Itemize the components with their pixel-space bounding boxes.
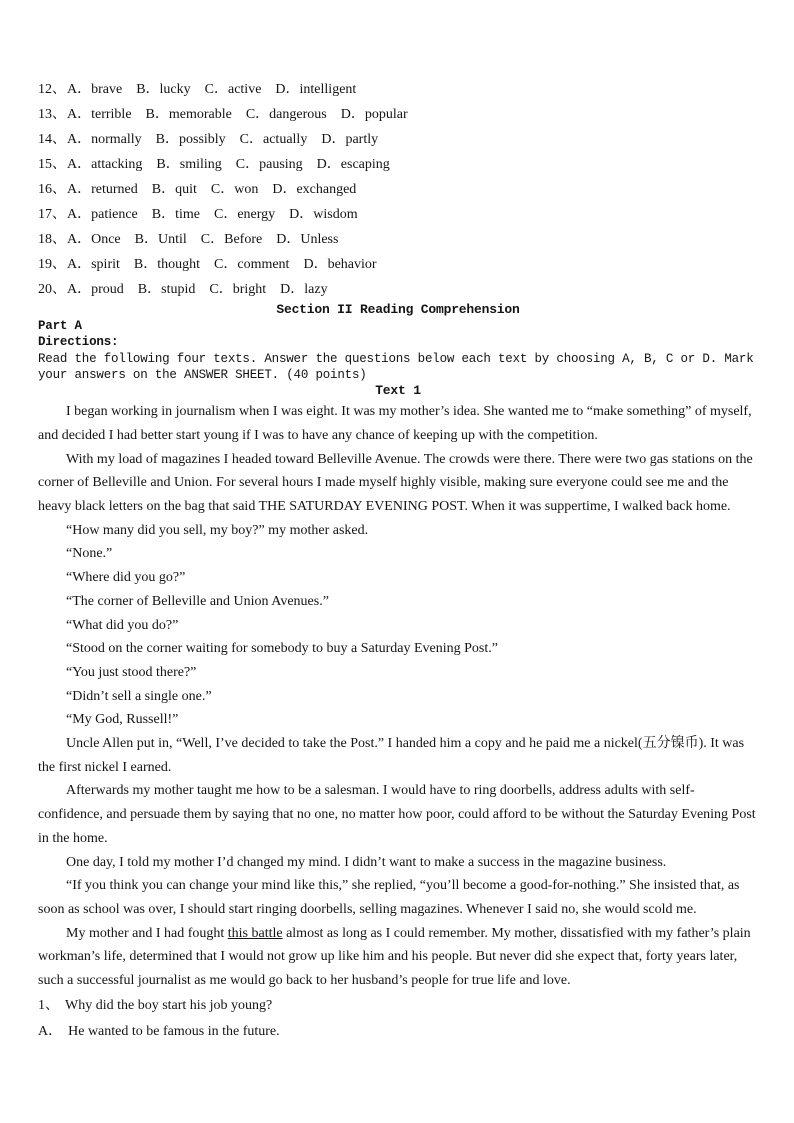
passage-paragraph: “Where did you go?” (66, 570, 186, 586)
cloze-question-row (38, 277, 758, 302)
option-d: D．behavior (303, 257, 377, 272)
option-b: B．smiling (156, 157, 222, 172)
option-a: A．Once (67, 232, 121, 247)
option-b: B．memorable (145, 107, 232, 122)
option-b: B．lucky (136, 82, 191, 97)
passage-paragraph (38, 922, 758, 993)
passage-paragraph: “What did you do?” (66, 617, 179, 633)
option-c: C．won (210, 182, 259, 197)
option-b: B．thought (133, 257, 201, 272)
option-c: C．pausing (235, 157, 303, 172)
option-b: B．possibly (155, 132, 226, 147)
question-1-number: 1、 (38, 997, 59, 1013)
option-d: D．partly (321, 132, 379, 147)
option-a: A．normally (67, 132, 142, 147)
option-b: B．stupid (137, 282, 196, 297)
cloze-options-list (38, 77, 758, 302)
option-b: B．quit (151, 182, 197, 197)
passage-paragraph: “Stood on the corner waiting for somebody to buy a Saturday Evening Post.” (66, 641, 498, 657)
option-d: D．wisdom (289, 207, 358, 222)
option-a: A．returned (67, 182, 138, 197)
section-title: Section II Reading Comprehension (276, 302, 520, 317)
cloze-question-row (38, 152, 758, 177)
question-number: 19、 (38, 257, 66, 272)
option-d: D．intelligent (275, 82, 357, 97)
option-a: A．terrible (67, 107, 132, 122)
passage-paragraph: “The corner of Belleville and Union Avenues.” (66, 593, 329, 609)
question-number: 12、 (38, 82, 66, 97)
passage-paragraph: “None.” (66, 546, 113, 562)
option-c: C．actually (239, 132, 308, 147)
text-title: Text 1 (375, 383, 421, 399)
cloze-question-row (38, 77, 758, 102)
cloze-question-row (38, 202, 758, 227)
option-c: C．bright (209, 282, 267, 297)
passage-paragraph: “Didn’t sell a single one.” (66, 688, 212, 704)
part-label: Part A (38, 319, 82, 334)
question-1-option-a-letter: A． (38, 1023, 63, 1039)
option-a: A．patience (67, 207, 138, 222)
cloze-question-row (38, 227, 758, 252)
cloze-question-row (38, 252, 758, 277)
reading-question-block (38, 993, 758, 1045)
passage-paragraph: One day, I told my mother I’d changed my mind. I didn’t want to make a success in the magazine business. (66, 854, 667, 870)
reading-passage (38, 400, 758, 993)
option-d: D．Unless (276, 232, 339, 247)
option-a: A．proud (67, 282, 124, 297)
directions-label: Directions: (38, 335, 119, 350)
passage-paragraph: Afterwards my mother taught me how to be a salesman. I would have to ring doorbells, address adults with self-confidence, and persuade them by saying that no one, no matter how poor, could afford to be without the Saturday Evening Post in the home. (38, 783, 756, 846)
cloze-question-row (38, 102, 758, 127)
option-c: C．Before (200, 232, 263, 247)
option-c: C．dangerous (245, 107, 327, 122)
option-d: D．lazy (280, 282, 328, 297)
passage-paragraph: Uncle Allen put in, “Well, I’ve decided to take the Post.” I handed him a copy and he paid me a nickel(五分镍币). It was the first nickel I earned. (38, 736, 745, 775)
question-number: 13、 (38, 107, 66, 122)
directions-text: Read the following four texts. Answer the questions below each text by choosing A, B, C or D. Mark your answers on the ANSWER SHEET. (40 points) (38, 351, 754, 382)
underlined-phrase: this battle (227, 925, 283, 941)
question-1-option-a (38, 1019, 758, 1045)
option-d: D．exchanged (272, 182, 357, 197)
cloze-question-row (38, 127, 758, 152)
question-number: 18、 (38, 232, 66, 247)
option-a: A．spirit (67, 257, 120, 272)
question-1 (38, 993, 758, 1019)
question-number: 17、 (38, 207, 66, 222)
option-d: D．popular (340, 107, 408, 122)
option-a: A．attacking (67, 157, 143, 172)
question-number: 16、 (38, 182, 66, 197)
passage-paragraph: I began working in journalism when I was eight. It was my mother’s idea. She wanted me to “make something” of myself, and decided I had better start young if I was to have any chance of keeping up with the competition. (38, 404, 752, 443)
paragraph-text: My mother and I had fought (66, 925, 228, 941)
passage-paragraph: “How many did you sell, my boy?” my mother asked. (66, 522, 369, 538)
option-a: A．brave (67, 82, 123, 97)
passage-paragraph: “You just stood there?” (66, 664, 197, 680)
option-c: C．energy (213, 207, 276, 222)
question-1-text: Why did the boy start his job young? (65, 997, 273, 1013)
question-number: 15、 (38, 157, 66, 172)
option-c: C．comment (214, 257, 290, 272)
option-b: B．Until (134, 232, 187, 247)
question-number: 14、 (38, 132, 66, 147)
question-number: 20、 (38, 282, 66, 297)
passage-paragraph: With my load of magazines I headed toward Belleville Avenue. The crowds were there. There were two gas stations on the corner of Belleville and Union. For several hours I made myself highly visible, making sure everyone could see me and the heavy black letters on the bag that said THE SATURDAY EVENING POST. When it was suppertime, I walked back home. (38, 451, 753, 515)
passage-paragraph: “If you think you can change your mind like this,” she replied, “you’ll become a good-for-nothing.” She insisted that, as soon as school was over, I should start ringing doorbells, selling magazines. Whenever I said no, she would scold me. (38, 878, 740, 917)
question-1-option-a-text: He wanted to be famous in the future. (68, 1023, 280, 1039)
paragraph-text: almost as long as I could remember. My mother, dissatisfied with my father’s plain workman’s life, determined that I would not grow up like him and his people. But never did she expect that, forty years later, such a successful journalist as me would go back to her husband’s people for true life and love. (38, 925, 751, 989)
cloze-question-row (38, 177, 758, 202)
option-c: C．active (204, 82, 262, 97)
option-b: B．time (151, 207, 200, 222)
passage-paragraph: “My God, Russell!” (66, 712, 179, 728)
option-d: D．escaping (316, 157, 390, 172)
